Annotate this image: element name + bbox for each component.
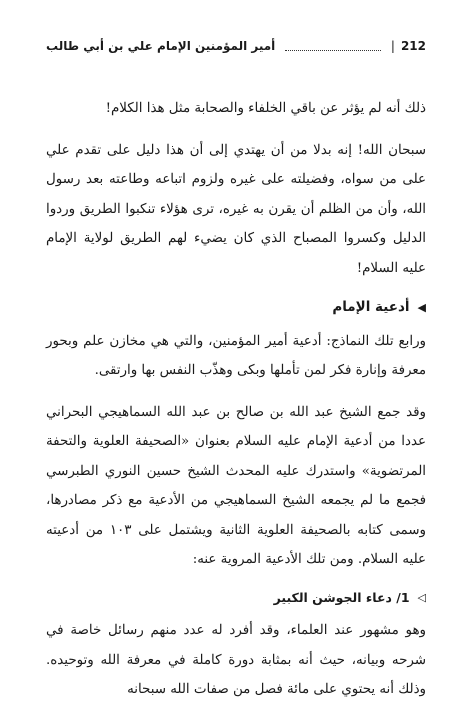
section-heading-text: أدعية الإمام: [332, 299, 410, 315]
paragraph-1: ذلك أنه لم يؤثر عن باقي الخلفاء والصحابة مثل هذا الكلام!: [105, 101, 426, 116]
paragraph-5: وهو مشهور عند العلماء، وقد أفرد له عدد منهم رسائل خاصة في شرحه وبيانه، حيث أنه بمثابة دورة كاملة في معرفة الله وتوحيده. وذلك أنه يحتوي على مائة فصل من صفات الله سبحانه: [46, 623, 426, 697]
book-title: أمير المؤمنين الإمام علي بن أبي طالب: [46, 39, 276, 53]
paragraph-3: ورابع تلك النماذج: أدعية أمير المؤمنين، والتي هي مخازن علم وبحور معرفة وإنارة فكر لمن تأملها وبكى وهذّب النفس بها وارتقى.: [46, 333, 426, 378]
outline-triangle-icon: ◁: [417, 590, 426, 604]
running-header: [46, 36, 426, 56]
page-body: [46, 94, 426, 705]
header-separator: |: [390, 39, 395, 53]
subsection-heading-jawshan: [46, 583, 426, 613]
paragraph-2: سبحان الله! إنه بدلا من أن يهتدي إلى أن هذا دليل على تقدم علي على من سواه، وفضيلته على غيره ولزوم اتباعه وطاعته بعد رسول الله، وأن من الظلم أن يقرن به غيره، ترى هؤلاء تنكبوا الطريق وردوا الدليل وكسروا المصباح الذي كان يضيء لهم الطريق لولاية الإمام عليه السلام!: [46, 142, 426, 276]
page-number: 212: [400, 39, 426, 53]
section-heading-imam-prayers: [46, 293, 426, 323]
paragraph-4: وقد جمع الشيخ عبد الله بن صالح بن عبد الله السماهيجي البحراني عددا من أدعية الإمام عليه السلام بعنوان «الصحيفة العلوية والتحفة المرتضوية» واستدرك عليه المحدث الشيخ حسين النوري الطبرسي فجمع ما لم يجمعه الشيخ السماهيجي من الأدعية مع ذكر مصادرها، وسمى كتابه بالصحيفة العلوية الثانية ويشتمل على ١٠٣ من أدعيته عليه السلام. ومن تلك الأدعية المروية عنه:: [46, 404, 426, 567]
header-dotted-leader: [285, 42, 381, 51]
subsection-heading-text: 1/ دعاء الجوشن الكبير: [273, 589, 410, 605]
filled-triangle-icon: ◀: [417, 301, 426, 314]
